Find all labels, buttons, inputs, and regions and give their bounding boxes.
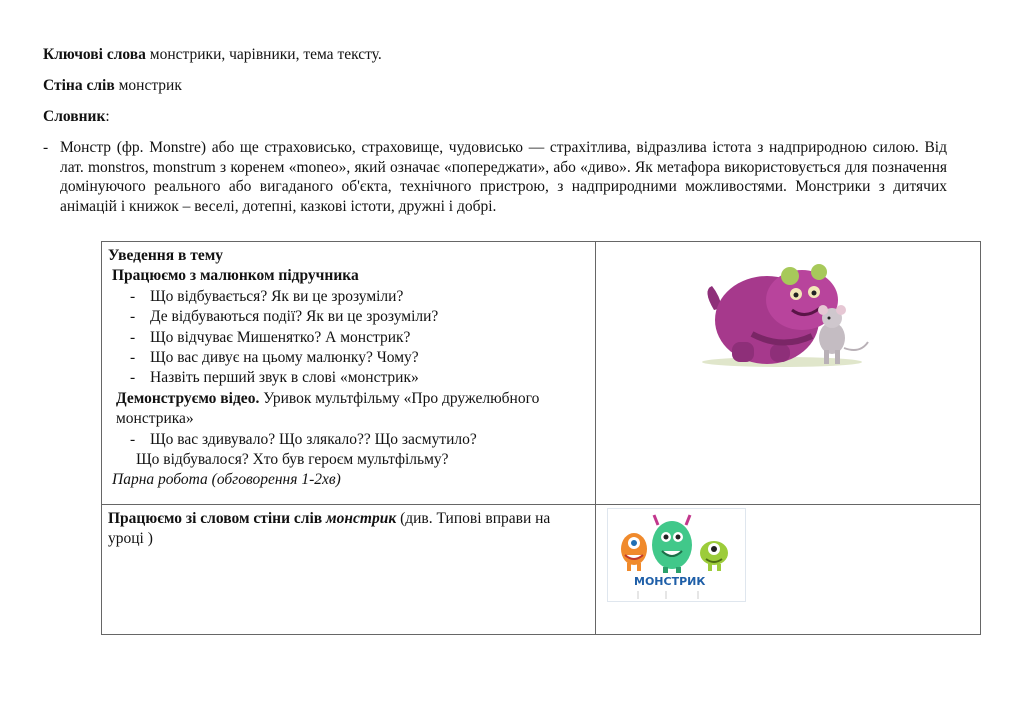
wall-words-term (322, 510, 396, 527)
wall-words-cell (102, 505, 596, 635)
table-row (102, 242, 981, 505)
dictionary-heading (43, 108, 110, 126)
keywords-label: Ключові слова (43, 46, 146, 63)
wall-words-bold: Працюємо зі словом стіни слів (108, 510, 323, 527)
wall-text: монстрик (114, 77, 182, 94)
list-item: - Що відчуває Мишенятко? А монстрик? (130, 328, 589, 348)
wall-words-term-text: монстрик (326, 510, 397, 527)
video-text: Уривок мультфільму «Про дружелюбного монстрика» (116, 389, 540, 428)
questions-list-1 (108, 287, 589, 389)
monster-mouse-illustration (692, 250, 874, 368)
video-heading: Демонструємо відео. (116, 389, 260, 407)
intro-cell (102, 242, 596, 505)
textbook-heading: Працюємо з малюнком підручника (112, 267, 359, 285)
monster-word-label: МОНСТРИК (634, 575, 706, 588)
illustration-cell (596, 242, 981, 505)
dictionary-definition: Монстр (фр. Monstre) або ще страховисько, страховище, чудовисько — страхітлива, відразлива істота з надприродною силою. Від лат. monstros, monstrum з коренем «moneo», який означає «попереджати», або «диво». Як метафора використовується для позначення домінуючого реального або вигаданого об'єкта, технічного пристрою, з надприродними можливостями. Монстрики з дитячих анімацій і книжок – веселі, дотепні, казкові істоти, дружні і добрі. (60, 139, 947, 215)
list-item: - Що відбувається? Як ви це зрозуміли? (130, 287, 589, 307)
video-paragraph (108, 389, 589, 430)
questions-list-2 (108, 430, 589, 450)
monsters-cell (596, 505, 981, 635)
lesson-table (101, 241, 981, 635)
list-dash: - (43, 139, 49, 156)
wall-line (43, 77, 182, 95)
extra-question: Що відбувалося? Хто був героєм мультфільму? (136, 451, 449, 469)
dictionary-label: Словник (43, 108, 106, 125)
keywords-text: монстрики, чарівники, тема тексту. (145, 46, 382, 63)
keywords-line (43, 46, 382, 64)
pair-work: Парна робота (обговорення 1-2хв) (112, 471, 341, 489)
list-item: - Що вас здивувало? Що злякало?? Що засмутило? (130, 430, 589, 450)
dictionary-colon: : (105, 108, 110, 125)
wall-words-rest: (див. Типові вправи на уроці ) (108, 510, 551, 548)
list-item: - Що вас дивує на цьому малюнку? Чому? (130, 348, 589, 368)
table-row (102, 505, 981, 635)
dictionary-definition-block (43, 138, 947, 216)
intro-heading: Уведення в тему (108, 247, 224, 264)
monsters-card (607, 508, 746, 602)
list-item: - Назвіть перший звук в слові «монстрик» (130, 368, 589, 388)
list-item: - Де відбуваються події? Як ви це зрозуміли? (130, 307, 589, 327)
wall-label: Стіна слів (43, 77, 115, 94)
